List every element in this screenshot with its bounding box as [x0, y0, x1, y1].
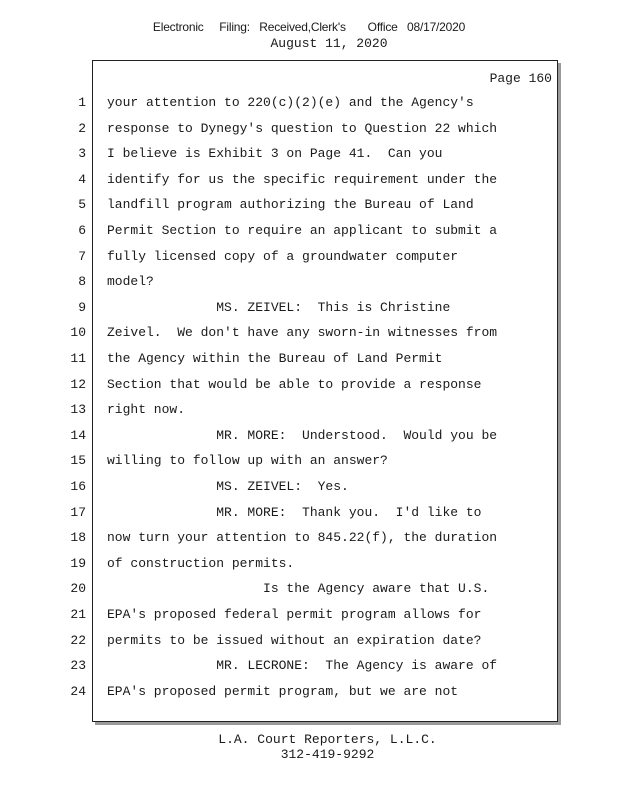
line-text: landfill program authorizing the Bureau of Land	[107, 197, 474, 212]
line-text: willing to follow up with an answer?	[107, 453, 388, 468]
line-number: 24	[70, 684, 86, 699]
filing-stamp: Electronic Filing: Received,Clerk's Office 08/17/2020	[152, 20, 466, 34]
reporter-company: L.A. Court Reporters, L.L.C.	[218, 732, 437, 747]
line-text: MS. ZEIVEL: Yes.	[107, 479, 349, 494]
line-text: model?	[107, 274, 154, 289]
line-number: 10	[70, 325, 86, 340]
line-number: 21	[70, 607, 86, 622]
line-number: 22	[70, 633, 86, 648]
line-text: permits to be issued without an expiration date?	[107, 633, 482, 648]
line-text: EPA's proposed permit program, but we are not	[107, 684, 459, 699]
line-text: MS. ZEIVEL: This is Christine	[107, 300, 451, 315]
line-text: EPA's proposed federal permit program allows for	[107, 607, 482, 622]
line-text: fully licensed copy of a groundwater computer	[107, 249, 459, 264]
transcript-date: August 11, 2020	[270, 36, 388, 51]
line-number: 18	[70, 530, 86, 545]
line-number: 15	[70, 453, 86, 468]
page-number: Page 160	[489, 71, 552, 86]
line-number: 8	[78, 274, 86, 289]
reporter-phone: 312-419-9292	[280, 747, 375, 762]
line-number: 9	[78, 300, 86, 315]
line-number: 12	[70, 377, 86, 392]
line-text: MR. MORE: Understood. Would you be	[107, 428, 498, 443]
line-text: Zeivel. We don't have any sworn-in witnesses from	[107, 325, 498, 340]
line-number: 13	[70, 402, 86, 417]
line-text: of construction permits.	[107, 556, 295, 571]
line-number: 23	[70, 658, 86, 673]
line-number: 3	[78, 146, 86, 161]
line-number: 20	[70, 581, 86, 596]
line-text: right now.	[107, 402, 186, 417]
line-number: 2	[78, 121, 86, 136]
line-number: 14	[70, 428, 86, 443]
line-number: 7	[78, 249, 86, 264]
line-text: the Agency within the Bureau of Land Permit	[107, 351, 443, 366]
line-text: MR. LECRONE: The Agency is aware of	[107, 658, 498, 673]
line-number: 17	[70, 505, 86, 520]
line-number: 16	[70, 479, 86, 494]
line-text: MR. MORE: Thank you. I'd like to	[107, 505, 482, 520]
line-text: Is the Agency aware that U.S.	[107, 581, 490, 596]
line-text: your attention to 220(c)(2)(e) and the Agency's	[107, 95, 474, 110]
line-text: Permit Section to require an applicant to submit a	[107, 223, 498, 238]
line-text: I believe is Exhibit 3 on Page 41. Can you	[107, 146, 443, 161]
line-text: now turn your attention to 845.22(f), the duration	[107, 530, 498, 545]
line-text: Section that would be able to provide a response	[107, 377, 482, 392]
line-number: 4	[78, 172, 86, 187]
line-number: 6	[78, 223, 86, 238]
line-text: response to Dynegy's question to Question 22 which	[107, 121, 498, 136]
line-text: identify for us the specific requirement under the	[107, 172, 498, 187]
line-number: 5	[78, 197, 86, 212]
line-number: 11	[70, 351, 86, 366]
line-number: 19	[70, 556, 86, 571]
line-number: 1	[78, 95, 86, 110]
